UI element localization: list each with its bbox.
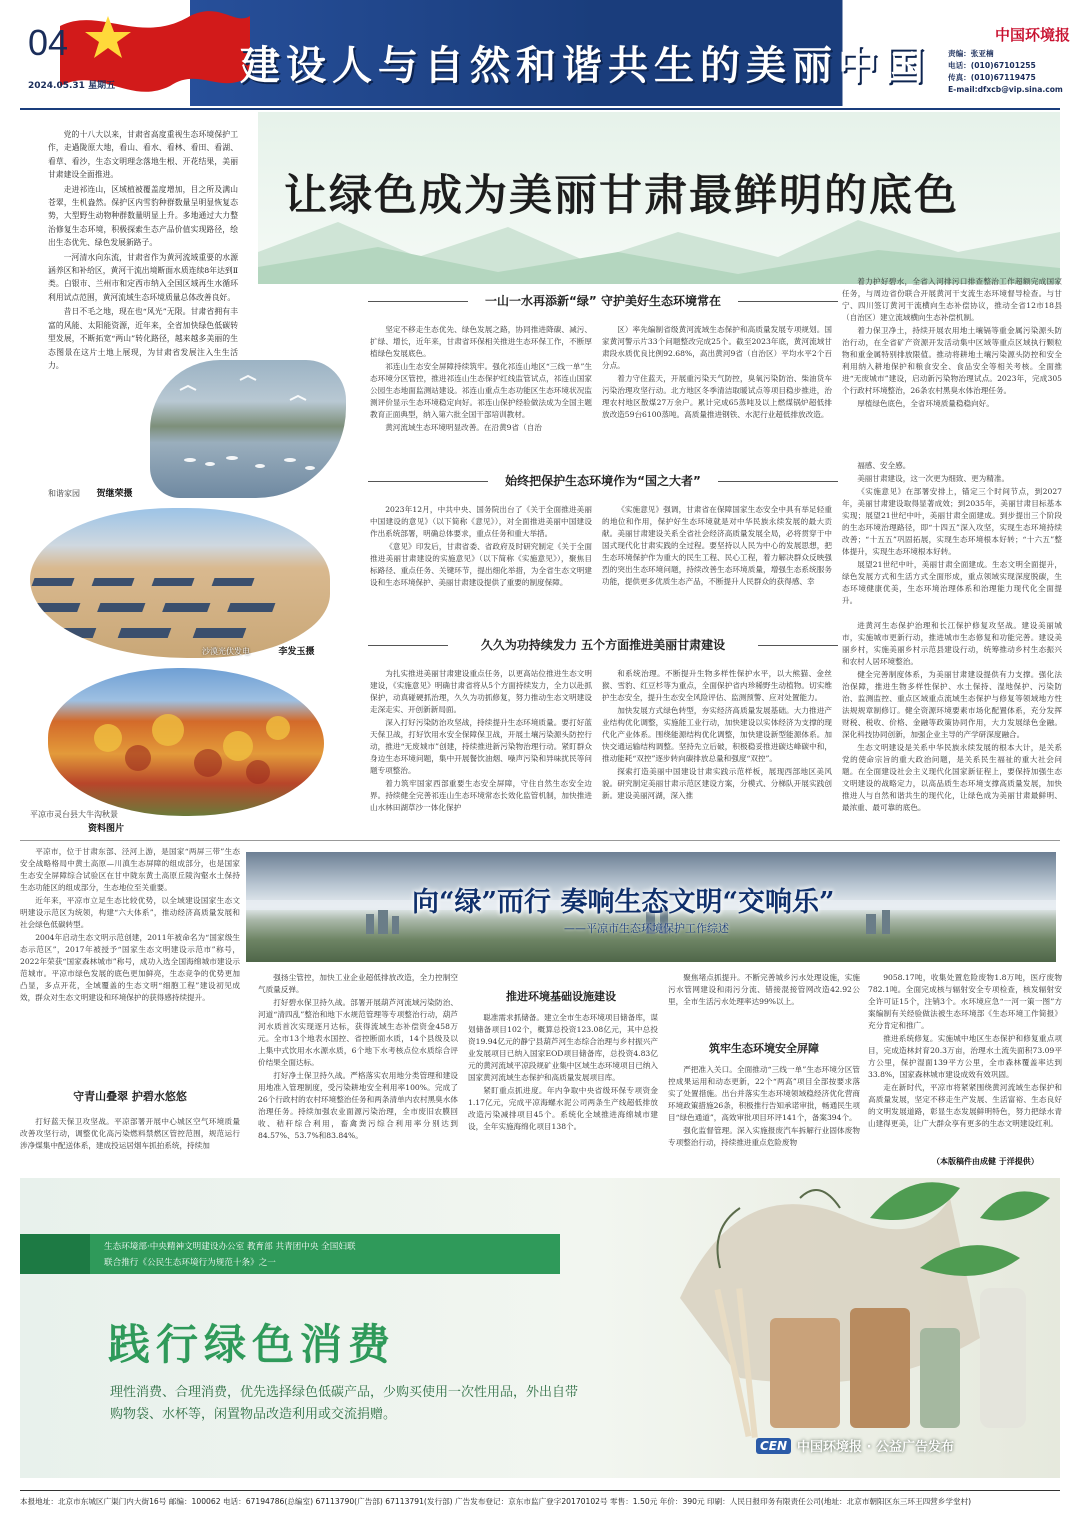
lower-col4a (668, 972, 860, 1032)
editor: 责编：张亚楠 (948, 49, 994, 58)
caption-text: 和谐家园 (48, 489, 80, 498)
paragraph: 打好蓝天保卫攻坚战。平凉部署开展中心城区空气环境质量改善攻坚行动，调整优化高污染燃料禁燃区管控范围，规范运行涉净煤集中配送体系，建成投运居烟车抓拍系统，持续加 (20, 1117, 240, 1150)
section-title-3 (368, 636, 838, 654)
paragraph: 进黄河生态保护治理和长江保护修复攻坚战。建设美丽城市，实施城市更新行动，推进城市生态修复和功能完善。建设美丽乡村，实施美丽乡村示范县建设行动，统筹推动乡村生态振兴和农村人居环境整治。 (842, 621, 1062, 666)
photo-autumn-forest (48, 668, 324, 816)
paragraph: 2023年12月，中共中央、国务院出台了《关于全面推进美丽中国建设的意见》（以下简称《意见》），对全面推进美丽中国建设作出系统部署，明确总体要求，重点任务和重大举措。 (370, 505, 592, 538)
paragraph: 强扬尘管控，加快工业企业超低排放改造，全力控制空气质量反弹。 (258, 973, 458, 994)
paragraph: 着力保卫净土，持续开展农用地土壤镉等重金属污染源头防治行动，在全省矿产资源开发活动集中区域等重点区域执行颗粒物和重金属特别排放限值。推动将耕地土壤污染源头防控和安全利用纳入耕地保护和粮食安全、食品安全等相关考核。全面推进“无废城市”建设，启动新污染物治理试点。2023年，完成305个行政村环境整治，26条农村黑臭水体治理任务。 (842, 326, 1062, 395)
caption-credit: 贺继荣摄 (96, 489, 133, 499)
paragraph: 厚植绿色底色，全省环境质量稳稳向好。 (857, 399, 994, 408)
page-number: 04 (28, 22, 69, 63)
public-service-ad (20, 1178, 1060, 1478)
paragraph: 推进系统修复。实施城中地区生态保护和修复重点项目，完成造林封育20.3万亩，治理水土流失面积73.09平方公里，保护湿面139平方公里，全市森林覆盖率达到33.8%，国家森林城市建设成效有效巩固。 (868, 1034, 1062, 1079)
sec1-col3 (842, 276, 1062, 456)
section-divider (20, 840, 1060, 841)
ad-brand-logo (756, 1436, 954, 1455)
paragraph: 9058.17吨，收集处置危险废物1.8万吨，医疗废物782.1吨。全面完成核与辐射安全专项检查，核发辐射安全许可证15个，注销3个。水环境应急“一河一策一图”方案编制有关经验做法被生态环境部《生态环境工作简报》充分肯定和推广。 (868, 973, 1062, 1030)
paragraph: 聚焦堵点抓提升。不断完善城乡污水处理设施，实施污水管网建设和雨污分流、错接混接管网改造42.92公里，全市生活污水处理率达99%以上。 (668, 973, 860, 1006)
sec1-col2 (602, 324, 832, 444)
banner-title: 向“绿”而行 奏响生态文明“交响乐” (412, 887, 835, 918)
sec2-col3 (842, 460, 1062, 616)
paragraph: 健全完善制度体系，为美丽甘肃建设提供有力支撑。强化法治保障，推进生物多样性保护、水土保持、湿地保护、污染防治、监测监控、重点区域重点流域生态保护与修复等领域地方性法规规章制修订。健全资源环境要素市场化配置体系，充分发挥财税、税收、价格、金融等政策协同作用，大力发展绿色金融。深化科技协同创新，加强企业主导的产学研深度融合。 (842, 670, 1062, 739)
caption-text: 沙漠光伏发电 (202, 647, 250, 656)
paragraph: 美丽甘肃建设，这一次更为细致、更为精准。 (857, 474, 1010, 483)
masthead-title: 建设人与自然和谐共生的美丽中国 (240, 43, 930, 89)
photo-wetland-birds (150, 360, 346, 498)
photo-desert-solar (30, 508, 330, 658)
paragraph: 紧盯重点抓进度。年内争取中央省级环保专项资金1.17亿元，完成平凉海螺水泥公司两条生产线超低排放改造污染减排项目45个。系统化全域推进海绵城市建设，全年实施海绵化项目138个。 (468, 1086, 658, 1131)
paragraph: 《意见》印发后，甘肃省委、省政府及时研究制定《关于全面推进美丽甘肃建设的实施意见》（以下简称《实施意见》），聚焦目标路径、重点任务、关键环节，提出细化举措，为全省生态文明建设和生态环境保护、美丽甘肃建设提供了重要的制度保障。 (370, 542, 592, 587)
paragraph: 生态文明建设是关系中华民族永续发展的根本大计，是关系党的使命宗旨的重大政治问题，是关系民生福祉的重大社会问题。在全面建设社会主义现代化国家新征程上，要保持加强生态文明建设的战略定力，以高品质生态环境支撑高质量发展，加快推进人与自然和谐共生的现代化，让绿色成为美丽甘肃最鲜明、最浓重、最可靠的底色。 (842, 743, 1062, 812)
intro-paragraph: 昔日不毛之地，现在也“风光”无限。甘肃省拥有丰富的风能、太阳能资源，近年来，全省加快绿色低碳转型发展，不断拓宽“两山”转化路径，越来越多美丽的生态图景在这片土地上展现，为甘肃省发展注入生生活力。 (48, 307, 238, 370)
lower-section-title-1: 守青山叠翠 护碧水悠悠 (73, 1090, 187, 1103)
caption-credit: 李发玉摄 (278, 647, 315, 657)
paragraph: 着力护好碧水，全省入河排污口排查整治工作超额完成国家任务，与周边省份联合开展黄河干支流生态环境督导检查。与甘宁、四川签订黄河干流横向生态补偿协议，推动全省12市18县（自治区）建立流域横向生态补偿机制。 (842, 277, 1062, 322)
photo-caption-2 (202, 644, 315, 657)
lower-intro (20, 846, 240, 1076)
email: E-mail:dfxcb@vip.sina.com (948, 85, 1063, 94)
paragraph: 福感、安全感。 (857, 461, 911, 470)
paragraph: 深入打好污染防治攻坚战，持续提升生态环境质量。要打好蓝天保卫战，打好饮用水安全保障保卫战，开展土壤污染源头防控行动，推进“无废城市”创建，持续推进新污染物治理行动。紧盯群众身边生态环境问题，集中开展餐饮油烟、噪声污染和异味扰民等问题专项整治。 (370, 718, 592, 775)
masthead-rule (20, 108, 1060, 110)
lower-col5 (868, 972, 1062, 1156)
fax: 传真：(010)67119475 (948, 73, 1036, 82)
sec3-col3 (842, 620, 1062, 836)
masthead-contacts (948, 48, 1076, 96)
ad-title: 践行绿色消费 (108, 1320, 397, 1369)
paragraph: 《实施意见》强调，甘肃省在保障国家生态安全中具有举足轻重的地位和作用，保护好生态环境就是对中华民族永续发展的最大贡献。美丽甘肃建设关系全省社会经济高质量发展全局，必将贯穿于中国式现代化甘肃实践的全过程。要坚持以人民为中心的发展思想，把生态环境保护作为重大的民生工程、民心工程，着力解决群众反映强烈的突出生态环境问题，持续改善生态环境质量，增强生态系统服务功能，提供更多优质生态产品，不断提升人民群众的获得感、幸 (602, 505, 832, 586)
section-heading: 一山一水再添新“绿” 守护美好生态环境常在 (479, 294, 727, 308)
section-heading: 始终把保护生态环境作为“国之大者” (499, 474, 707, 488)
ad-sponsor-line2: 联合推行《公民生态环境行为规范十条》之一 (104, 1258, 276, 1268)
section-heading: 久久为功持续发力 五个方面推进美丽甘肃建设 (475, 638, 731, 652)
paragraph: 着力守住蓝天，开展重污染天气防控，臭氧污染防治、柴油货车污染治理攻坚行动。北方地区冬季清洁取暖试点等项目稳步推进，治理农村地区散煤27万余户。累计完成65蒸吨及以上燃煤锅炉超低排放改造59台6100蒸吨。高质量推进钢铁、水泥行业超低排放改造。 (602, 374, 832, 419)
photo-caption-1 (48, 486, 133, 499)
intro-paragraph: 党的十八大以来，甘肃省高度重视生态环境保护工作，走過陇原大地，看山、看水、看林、看田、看湖、看草、看沙，生态文明理念落地生根、开花结果，美丽甘肃建设全面推进。 (48, 130, 238, 180)
article-credit: （本版稿件由成健 于洋提供） (932, 1157, 1039, 1166)
lower-section-title-2: 推进环境基础设施建设 (506, 990, 616, 1003)
paragraph: 黄河流域生态环境明显改善。在沿黄9省（自治 (385, 423, 542, 432)
paragraph: 2004年启动生态文明示范创建，2011年被命名为“国家级生态示范区”，2017年被授予“国家生态文明建设示范市”称号，2022年荣获“国家森林城市”称号，成功入选全国海绵城市建设示范城市。平凉市绿色发展的底色更加鲜亮，生态竞争的优势更加凸显，多点开花，全域覆盖的生态文明“细胞工程”建设初见成效，群众对生态文明建设和环境保护的获得感持续提升。 (20, 933, 240, 1002)
section-title-2 (368, 472, 838, 490)
paragraph: 加快发展方式绿色转型，夯实经济高质量发展基础。大力推进产业结构优化调整，实施能工业行动，加快建设以实体经济为支撑的现代化产业体系。围绕能源结构优化调整，加快建设新型能源体系。加快交通运输结构调整。坚持先立后破，积极稳妥推进碳达峰碳中和，推动能耗“双控”逐步转向碳排放总量和强度“双控”。 (602, 706, 832, 763)
paragraph: 强化监督管理。深入实施报废汽车拆解行业固体废物专项整治行动，持续推进重点危险废物 (668, 1126, 860, 1147)
sec1-col1 (370, 324, 592, 444)
cen-logo-icon: CEN (756, 1438, 791, 1454)
paragraph: 坚定不移走生态优先、绿色发展之路，协同推进降碳、减污、扩绿、增长，近年来，甘肃省环保相关推进生态环保工作，不断厚植绿色发展底色。 (370, 325, 592, 358)
lower-col2 (258, 972, 458, 1168)
paragraph: 和系统治理。不断提升生物多样性保护水平，以大熊猫、金丝猴、雪豹、红豆杉等为重点，全面保护省内珍稀野生动植物。切实维护生态安全，提升生态安全风险评估、监测预警、应对处置能力。 (602, 669, 832, 702)
intro-paragraph: 走进祁连山，区域植被覆盖度增加，目之所及满山苍翠，生机盎然。保护区内雪豹种群数量呈明显恢复态势，大型野生动物种群数量明显上升。多地通过大力整治修复生态环境，积极探索生态产品价值实现路径，绘出生态优先、绿色发展新路子。 (48, 184, 238, 248)
paragraph: 探索打造美丽中国建设甘肃实践示范样板，展现西部地区美风貌。研究制定美丽甘肃示范区建设方案，分模式、分梯队开展实践创新。建设美丽河湖，深入推 (602, 767, 832, 800)
lower-s1-text (20, 1116, 240, 1168)
sec3-col2 (602, 668, 832, 836)
paragraph: 近年来，平凉市立足生态比较优势，以全域建设国家生态文明建设示范区为统领，构建“六大体系”，推动经济高质量发展和社会绿色低碳转型。 (20, 896, 240, 929)
sec2-col2 (602, 504, 832, 612)
paragraph: 聪准需求抓储备。建立全市生态环境项目储备库，谋划储备项目102个，概算总投资123.08亿元，其中总投资19.94亿元的静宁县葫芦河生态综合治理与乡村振兴产业发展项目已纳入国家EOD项目储备库，总投资4.83亿元的黄河流域平凉段规矿业集中区域生态环境项目已纳入国家黄河流域生态保护和高质量发展项目库。 (468, 1013, 658, 1082)
paragraph: 《实施意见》在部署安排上，锚定三个时间节点，到2027年，美丽甘肃建设取得显著成效；到2035年，美丽甘肃目标基本实现；展望21世纪中叶，美丽甘肃全面建成。到步提出三个阶段的生态环境治理路径，即“十四五”深入攻坚，实现生态环境持续改善；“十五五”巩固拓展，实现生态环境根本好转；“十六五”整体提升，实现生态环境根本好转。 (842, 487, 1062, 556)
lower-col4b (668, 1064, 860, 1168)
lower-col3 (468, 1012, 658, 1168)
sec3-col1 (370, 668, 592, 836)
intro-text (48, 128, 238, 372)
lower-section-title-3: 筑牢生态环境安全屏障 (709, 1042, 819, 1055)
paragraph: 祁连山生态安全屏障持续筑牢。强化祁连山地区“三线一单”生态环境分区管控，推进祁连山生态保护红线监管试点，祁连山国家公园生态地面监测站建设。祁连山重点生态功能区生态环境状况监测评价显示生态环境稳定向好。祁连山保护经验做法成为全国主题教育正面典型，纳入第六批全国干部培训教材。 (370, 362, 592, 419)
phone: 电话：(010)67101255 (948, 61, 1036, 70)
ad-body: 理性消费、合理消费，优先选择绿色低碳产品，少购买使用一次性用品，外出自带购物袋、水杯等，闲置物品改造利用或交流捐赠。 (110, 1385, 579, 1422)
paragraph: 区）率先编制省级黄河流域生态保护和高质量发展专项规划。国家黄河警示片33个问题整改完成25个。截至2023年底，黄河流域甘肃段水质优良比例92.68%，高出黄河9省（自治区）平均水平2个百分点。 (602, 325, 832, 370)
paragraph: 展望21世纪中叶，美丽甘肃全面建成。生态文明全面提升，绿色发展方式和生活方式全面形成，重点领域实现深度脱碳，生态环境健康优美，生态环境治理体系和治理能力现代化全面提升。 (842, 560, 1062, 605)
caption-text: 平凉市灵台县大牛沟秋景 (30, 810, 118, 819)
paragraph: 打好净土保卫持久战。严格落实农用地分类管理和建设用地准入管理制度，受污染耕地安全利用率100%。完成了26个行政村的农村环境整治任务和两条清单内农村黑臭水体治理任务。持续加强农业面源污染治理，全市废旧农膜回收、秸秆综合利用，畜禽粪污综合利用率分别达到84.57%、53.7%和83.84%。 (258, 1071, 458, 1140)
ad-sponsor-line: 生态环境部·中央精神文明建设办公室 教育部 共青团中央 全国妇联 (104, 1242, 356, 1252)
ad-top-bar-dark (20, 1234, 90, 1274)
headline: 让绿色成为美丽甘肃最鲜明的底色 (284, 171, 959, 221)
paragraph: 严把准入关口。全面推动“三线一单”生态环境分区管控成果运用和动态更新，22个“两高”项目全部按要求落实了处置措施。出台并落实生态环境领域稳经济优化营商环境政策措施26条，积极推行告知承诺审批，畅通民生项目“绿色通道”，高效审批项目环评141个，备案394个。 (668, 1065, 860, 1122)
paragraph: 打好碧水保卫持久战。部署开展葫芦河流域污染防治、河道“清四乱”整治和地下水规范管理等专项整治行动，葫芦河水质首次实现逐月达标，获得流域生态补偿资金458万元。全市13个地表水国控、省控断面水质，14个县级及以上集中式饮用水水源水质，6个地下水考核点位水质综合评价结果全面达标。 (258, 998, 458, 1067)
sec2-col1 (370, 504, 592, 612)
paragraph: 平凉市，位于甘肃东部、泾河上游，是国家“两屏三带”生态安全战略格局中黄土高原—川滇生态屏障的组成部分，也是国家生态安全屏障综合试验区在甘中陇东黄土高原丘陵沟壑水土保持生态功能区的组成部分，生态地位至关重要。 (20, 847, 240, 892)
paragraph: 着力筑牢国家西部重要生态安全屏障，守住自然生态安全边界。持续健全完善祁连山生态环境常态长效化监管机制，加快推进山水林田湖草沙一体化保护 (370, 779, 592, 812)
caption-credit: 资料图片 (88, 824, 125, 834)
photo-caption-3 (30, 808, 124, 836)
issue-date: 2024.05.31 星期五 (28, 81, 116, 91)
eco-products-illustration (620, 1178, 1060, 1478)
intro-paragraph: 一河清水向东流，甘肃省作为黄河流域重要的水源涵养区和补给区，黄河干流出境断面水质连续8年达到Ⅱ类。白银市、兰州市和定西市纳入全国区域再生水循环利用试点范围，黄河流域生态环境质量总体改善良好。 (48, 252, 238, 302)
ad-brand: 中国环境报 · 公益广告发布 (797, 1440, 955, 1455)
paragraph: 为扎实推进美丽甘肃建设重点任务，以更高站位推进生态文明建设，《实施意见》明确甘肃省将从5个方面持续发力，全力以赴抓保护，动真碰硬抓治理，久久为功抓修复，努力推动生态文明建设走深走实、开创新新局面。 (370, 669, 592, 714)
paragraph: 走在新时代，平凉市将紧紧围绕黄河流域生态保护和高质量发展，坚定不移走生产发展、生活富裕、生态良好的文明发展道路，彰显生态发展鲜明特色，努力把绿水青山建得更美，让广大群众享有更多的生态文明建设红利。 (868, 1083, 1062, 1128)
footer-info: 本报地址：北京市东城区广渠门内大街16号 邮编：100062 电话：67194786(总编室) 67113790(广告部) 67113791(发行部) 广告发布登记：京东市监广登字20170102号 零售：1.50元 年价：390元 印刷：人民日报印务有限责任公司(地址：北京市朝阳区东三环王四营乡学堂村) (20, 1497, 972, 1506)
section-title-1 (368, 292, 838, 310)
paper-name: 中国环境报 (995, 26, 1071, 44)
masthead (0, 0, 1080, 106)
banner-subtitle: ——平凉市生态环境保护工作综述 (564, 922, 729, 935)
footer-rule (20, 1490, 1060, 1491)
